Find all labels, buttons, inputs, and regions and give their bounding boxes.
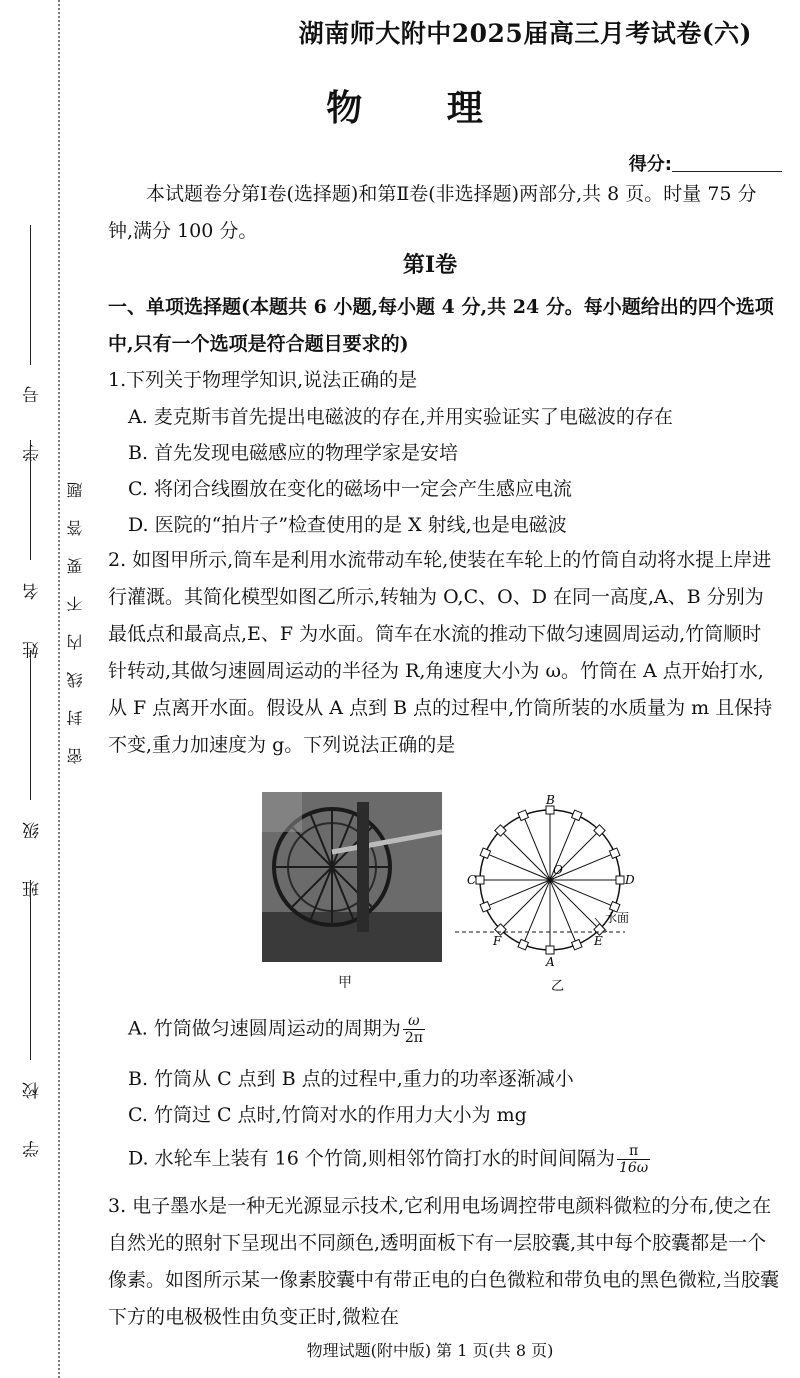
subject-title: 物 理 (326, 87, 519, 129)
school-label: 学 校 (23, 1064, 43, 1158)
binding-fields (8, 0, 54, 1378)
bamboo-bucket (546, 806, 554, 814)
q2-option-a-numerator: ω (403, 1013, 425, 1030)
q1-option-c: C. 将闭合线圈放在变化的磁场中一定会产生感应电流 (128, 478, 572, 500)
q2-option-a-text: A. 竹筒做匀速圆周运动的周期为 (128, 1017, 401, 1040)
score-blank[interactable] (672, 171, 782, 172)
seal-warning-text: 密封线内不要答题 (66, 460, 85, 764)
bamboo-bucket (572, 810, 582, 820)
bamboo-bucket (518, 939, 528, 949)
q1-option-a: A. 麦克斯韦首先提出电磁波的存在,并用实验证实了电磁波的存在 (128, 406, 673, 428)
point-e-label: E (594, 934, 603, 948)
q3-stem: 3. 电子墨水是一种无光源显示技术,它利用电场调控带电颜料微粒的分布,使之在自然光的照射下呈现出不同颜色,透明面板下有一层胶囊,其中每个胶囊都是一个像素。如图所示某一像素胶囊中有带正电的白色微粒和带负电的黑色微粒,当胶囊下方的电极极性由负变正时,微粒在 (108, 1195, 780, 1328)
student-id-blank[interactable] (30, 225, 31, 365)
class-label: 班 级 (23, 804, 43, 898)
water-surface-label: 水面 (605, 911, 630, 925)
q2-option-d (128, 1143, 652, 1176)
wheel-spoke (501, 831, 550, 880)
waterwheel-diagram (455, 790, 655, 1000)
bamboo-bucket (480, 848, 490, 858)
q2-option-d-fraction (617, 1143, 650, 1176)
bamboo-bucket (518, 810, 528, 820)
bamboo-bucket (480, 902, 490, 912)
q2-option-b: B. 竹筒从 C 点到 B 点的过程中,重力的功率逐渐减小 (128, 1068, 574, 1090)
exam-intro: 本试题卷分第Ⅰ卷(选择题)和第Ⅱ卷(非选择题)两部分,共 8 页。时量 75 分钟,满分 100 分。 (108, 183, 757, 242)
q2-option-d-denominator: 16ω (618, 1160, 649, 1176)
point-c-label: C (467, 873, 477, 887)
student-id-label: 学 号 (23, 368, 43, 462)
score-field (629, 150, 782, 176)
point-b-label: B (546, 793, 555, 807)
q1-option-b: B. 首先发现电磁感应的物理学家是安培 (128, 442, 459, 464)
bamboo-bucket (609, 848, 619, 858)
q2-option-d-numerator: π (617, 1143, 650, 1160)
wheel-spoke (550, 880, 599, 929)
q2-option-a-fraction (403, 1013, 425, 1046)
bamboo-bucket (476, 876, 484, 884)
bamboo-bucket (616, 876, 624, 884)
section-title: 第Ⅰ卷 (402, 252, 458, 278)
q2-option-a-denominator: 2π (404, 1030, 423, 1046)
bamboo-bucket (546, 946, 554, 954)
q2-stem: 2. 如图甲所示,筒车是利用水流带动车轮,使装在车轮上的竹筒自动将水提上岸进行灌溉。其简化模型如图乙所示,转轴为 O,C、O、D 在同一高度,A、B 分别为最低点和最高点,E、F 为水面。筒车在水流的推动下做匀速圆周运动,竹筒顺时针转动,其做匀速圆周运动的半径为 R,角速度大小为 ω。竹筒在 A 点开始打水,从 F 点离开水面。假设从 A 点到 B 点的过程中,竹筒所装的水质量为 m 且保持不变,重力加速度为 g。下列说法正确的是 (108, 549, 773, 756)
point-a-label: A (546, 955, 555, 969)
q1-stem: 1.下列关于物理学知识,说法正确的是 (108, 369, 418, 391)
name-label: 姓 名 (23, 565, 43, 659)
q2-option-c: C. 竹筒过 C 点时,竹筒对水的作用力大小为 mg (128, 1104, 527, 1126)
page-footer: 物理试题(附中版) 第 1 页(共 8 页) (306, 1341, 554, 1360)
score-label: 得分: (628, 154, 672, 175)
point-o-label: O (553, 863, 563, 877)
class-blank[interactable] (30, 650, 31, 800)
seal-area (60, 0, 94, 1378)
point-d-label: D (625, 873, 635, 887)
name-blank[interactable] (30, 440, 31, 560)
point-f-label: F (493, 934, 502, 948)
school-blank[interactable] (30, 880, 31, 1060)
q2-option-d-text: D. 水轮车上装有 16 个竹筒,则相邻竹筒打水的时间间隔为 (128, 1147, 615, 1170)
q1-option-d: D. 医院的“拍片子”检查使用的是 X 射线,也是电磁波 (128, 514, 567, 536)
wheel-spoke (501, 880, 550, 929)
waterwheel-photo-drawing (262, 792, 442, 962)
figure-caption-right: 乙 (551, 979, 565, 994)
section-heading: 一、单项选择题(本题共 6 小题,每小题 4 分,共 24 分。每小题给出的四个选项中,只有一个选项是符合题目要求的) (108, 296, 774, 355)
figure-caption-left: 甲 (338, 975, 352, 991)
q2-option-a (128, 1013, 427, 1046)
bamboo-bucket (572, 939, 582, 949)
waterwheel-photo (262, 792, 442, 962)
exam-title: 湖南师大附中2025届高三月考试卷(六) (298, 19, 752, 48)
